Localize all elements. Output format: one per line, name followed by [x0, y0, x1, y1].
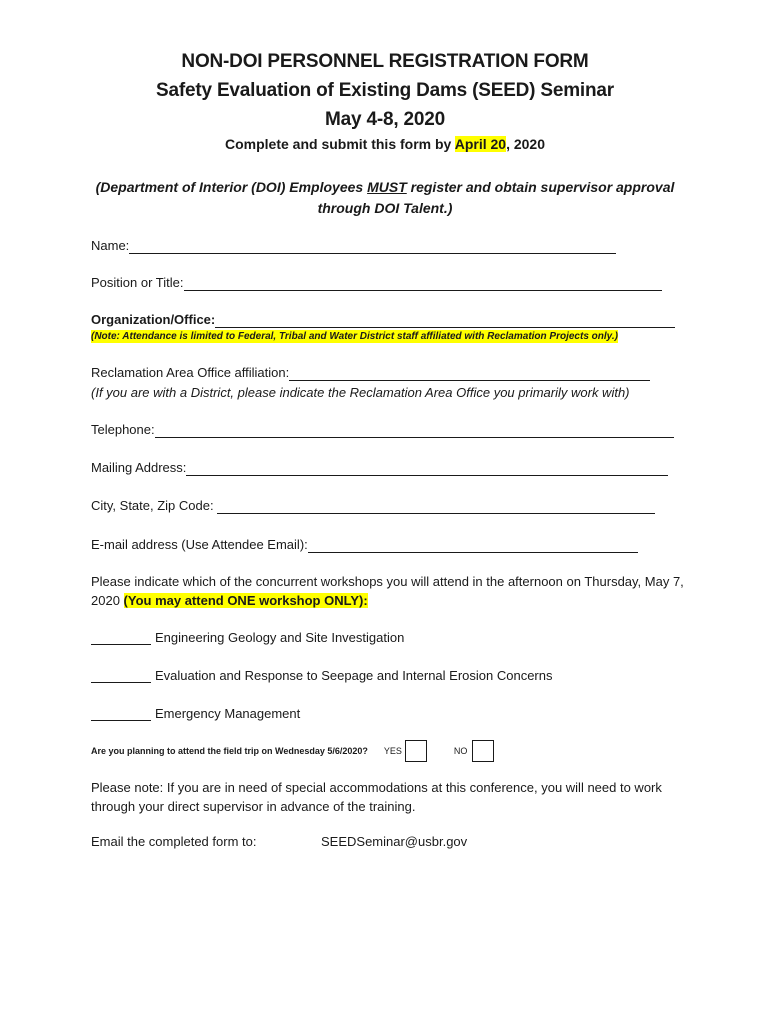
workshop-option-geology[interactable] [91, 630, 404, 645]
field-trip-question: Are you planning to attend the field trip on Wednesday 5/6/2020? [91, 746, 368, 756]
seepage-option-label: Evaluation and Response to Seepage and Internal Erosion Concerns [155, 668, 553, 683]
attendance-note: (Note: Attendance is limited to Federal, Tribal and Water District staff affiliated with Reclamation Projects only.) [91, 331, 618, 342]
reclamation-label: Reclamation Area Office affiliation: [91, 365, 290, 380]
submit-email-row [91, 834, 467, 849]
yes-label: YES [383, 746, 402, 756]
telephone-input-line[interactable] [155, 423, 674, 438]
telephone-field[interactable] [91, 422, 674, 438]
city-input-line[interactable] [217, 499, 655, 514]
organization-field[interactable] [91, 312, 675, 328]
notice-text-end: register and obtain supervisor approval through DOI Talent.) [317, 179, 675, 216]
workshop-intro: Please indicate which of the concurrent workshops you will attend in the afternoon on Thursday, May 7, 2020 [91, 574, 684, 608]
city-state-zip-field[interactable] [91, 498, 655, 514]
mailing-label: Mailing Address: [91, 460, 187, 475]
name-label: Name: [91, 238, 130, 253]
yes-checkbox[interactable] [405, 740, 427, 762]
geology-option-label: Engineering Geology and Site Investigation [155, 630, 405, 645]
position-label: Position or Title: [91, 275, 184, 290]
city-label: City, State, Zip Code: [91, 498, 218, 513]
workshop-limit: (You may attend ONE workshop ONLY): [123, 593, 368, 608]
submit-email-address[interactable]: SEEDSeminar@usbr.gov [321, 834, 468, 849]
name-field[interactable] [91, 238, 616, 254]
reclamation-hint: (If you are with a District, please indicate the Reclamation Area Office you primarily work with) [91, 385, 630, 400]
workshop-option-emergency[interactable] [91, 706, 300, 721]
deadline-date: April 20 [454, 136, 507, 152]
position-input-line[interactable] [184, 276, 662, 291]
submit-email-label: Email the completed form to: [91, 834, 257, 849]
organization-label: Organization/Office: [91, 312, 216, 327]
seepage-selection-blank[interactable] [91, 668, 151, 683]
emergency-option-label: Emergency Management [155, 706, 301, 721]
notice-text-start: (Department of Interior (DOI) Employees [95, 179, 368, 195]
mailing-address-field[interactable] [91, 460, 668, 476]
doi-employee-notice [90, 177, 680, 219]
email-input-line[interactable] [308, 538, 638, 553]
form-title: NON-DOI PERSONNEL REGISTRATION FORM [181, 51, 589, 72]
submission-deadline [0, 136, 770, 152]
email-field[interactable] [91, 537, 638, 553]
seminar-title: Safety Evaluation of Existing Dams (SEED) Seminar [156, 80, 614, 101]
geology-selection-blank[interactable] [91, 630, 151, 645]
name-input-line[interactable] [129, 239, 616, 254]
deadline-prefix: Complete and submit this form by [224, 136, 455, 152]
telephone-label: Telephone: [91, 422, 155, 437]
emergency-selection-blank[interactable] [91, 706, 151, 721]
no-label: NO [453, 746, 468, 756]
position-field[interactable] [91, 275, 662, 291]
reclamation-field[interactable] [91, 365, 650, 381]
deadline-suffix: , 2020 [506, 136, 546, 152]
field-trip-question-row [91, 740, 494, 762]
organization-input-line[interactable] [215, 313, 675, 328]
accommodations-note: Please note: If you are in need of special accommodations at this conference, you will need to work through your direct supervisor in advance of the training. [91, 780, 662, 814]
workshop-option-seepage[interactable] [91, 668, 553, 683]
mailing-input-line[interactable] [186, 461, 668, 476]
seminar-dates: May 4-8, 2020 [325, 109, 445, 130]
reclamation-input-line[interactable] [289, 366, 650, 381]
no-checkbox[interactable] [472, 740, 494, 762]
workshop-instructions [91, 572, 691, 610]
notice-must: MUST [367, 179, 407, 195]
email-label: E-mail address (Use Attendee Email): [91, 537, 308, 552]
